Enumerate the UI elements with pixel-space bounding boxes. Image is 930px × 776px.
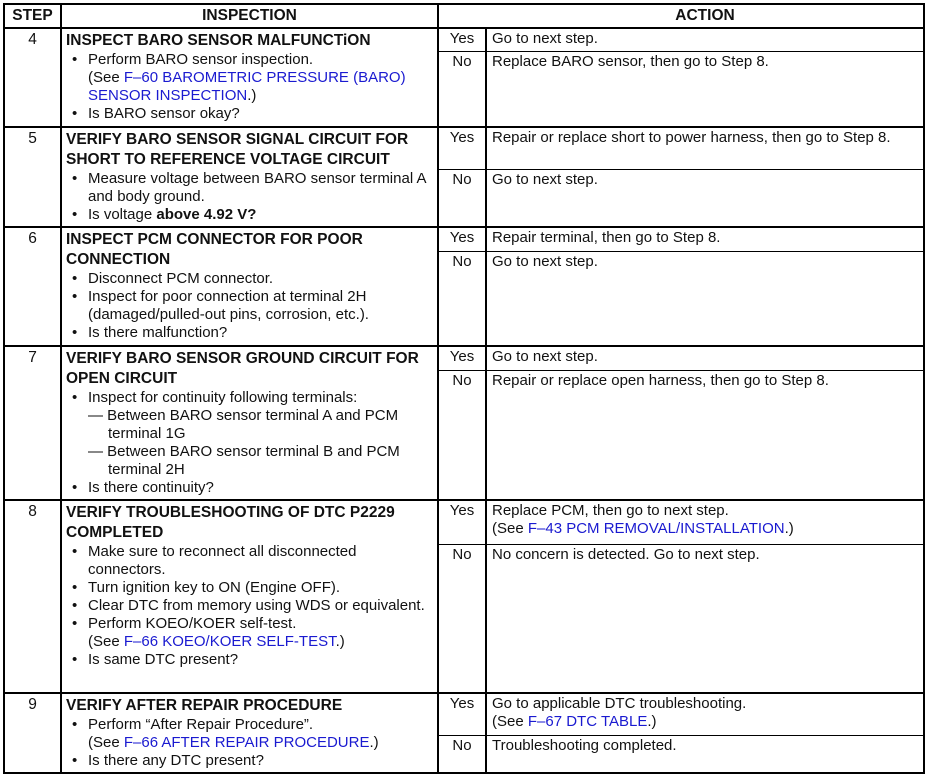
inspection-bullet: • Is same DTC present? [88,651,433,669]
yes-action: Replace PCM, then go to next step. (See F–43 PCM REMOVAL/INSTALLATION.) [492,502,794,537]
no-action: Go to next step. [492,253,598,270]
yes-row [439,128,923,169]
no-action: Repair or replace open harness, then go to Step 8. [492,372,829,389]
yes-label: Yes [439,501,487,544]
header-inspection: INSPECTION [62,5,439,27]
inspection-bullet: • Is voltage above 4.92 V? [88,206,433,224]
yes-row [439,347,923,370]
no-row [439,251,923,345]
header-action: ACTION [675,7,735,24]
inspection-cell [62,501,439,692]
step-number: 7 [5,347,62,499]
inspection-bullet: • Is BARO sensor okay? [88,105,433,123]
no-label: No [439,170,487,226]
inspection-bullet: • Measure voltage between BARO sensor terminal A and body ground. [88,170,433,206]
inspection-bullet: • Clear DTC from memory using WDS or equivalent. [88,597,433,615]
reference-link[interactable]: F–67 DTC TABLE [527,713,648,730]
action-area [439,501,923,692]
step-number: 5 [5,128,62,226]
yes-row [439,228,923,251]
table-row-step-4 [5,29,923,128]
inspection-bullet: • Perform “After Repair Procedure”. (See F–66 AFTER REPAIR PROCEDURE.) [88,716,433,752]
table-row-step-6 [5,228,923,347]
inspection-title: VERIFY AFTER REPAIR PROCEDURE [66,697,343,714]
table-row-step-5 [5,128,923,228]
inspection-cell [62,228,439,345]
step-number: 9 [5,694,62,772]
inspection-title: VERIFY TROUBLESHOOTING OF DTC P2229 COMPLETED [66,504,395,541]
inspection-bullet: • Is there continuity? [88,479,433,497]
inspection-bullet: • Is there any DTC present? [88,752,433,770]
inspection-bullet: • Disconnect PCM connector. [88,270,433,288]
yes-label: Yes [439,29,487,51]
yes-row [439,501,923,544]
inspection-sub-item: — Between BARO sensor terminal B and PCM terminal 2H [88,443,400,478]
table-row-step-7 [5,347,923,501]
action-area [439,128,923,226]
yes-label: Yes [439,347,487,370]
header-step: STEP [5,5,62,27]
inspection-title: INSPECT BARO SENSOR MALFUNCTiON [66,32,371,49]
no-label: No [439,371,487,499]
inspection-bullet: • Turn ignition key to ON (Engine OFF). [88,579,433,597]
step-number: 8 [5,501,62,692]
yes-action: Repair terminal, then go to Step 8. [492,229,721,246]
action-area [439,228,923,345]
no-action: Replace BARO sensor, then go to Step 8. [492,53,769,70]
yes-action: Go to applicable DTC troubleshooting. (See F–67 DTC TABLE.) [492,695,747,730]
yes-label: Yes [439,228,487,251]
no-label: No [439,252,487,345]
yes-action: Repair or replace short to power harness, then go to Step 8. [492,129,891,146]
inspection-bullet: • Perform KOEO/KOER self-test. (See F–66 KOEO/KOER SELF-TEST.) [88,615,433,651]
no-row [439,544,923,692]
inspection-cell [62,128,439,226]
inspection-title: VERIFY BARO SENSOR GROUND CIRCUIT FOR OPEN CIRCUIT [66,350,419,387]
table-row-step-8 [5,501,923,694]
no-action: Troubleshooting completed. [492,737,677,754]
action-area [439,694,923,772]
yes-action: Go to next step. [492,348,598,365]
action-area [439,347,923,499]
inspection-cell [62,347,439,499]
no-row [439,169,923,226]
inspection-bullet: • Inspect for continuity following terminals: — Between BARO sensor terminal A and PCM terminal 1G — Between BARO sensor terminal B and PCM terminal 2H [88,389,433,479]
inspection-bullet: • Make sure to reconnect all disconnected connectors. [88,543,433,579]
troubleshooting-table [3,3,925,774]
inspection-sub-item: — Between BARO sensor terminal A and PCM terminal 1G [88,407,399,442]
inspection-cell [62,694,439,772]
reference-link[interactable]: F–43 PCM REMOVAL/INSTALLATION [527,520,785,537]
inspection-title: VERIFY BARO SENSOR SIGNAL CIRCUIT FOR SHORT TO REFERENCE VOLTAGE CIRCUIT [66,131,409,168]
yes-action: Go to next step. [492,30,598,47]
inspection-bullet: • Is there malfunction? [88,324,433,342]
no-row [439,735,923,772]
reference-link[interactable]: F–66 AFTER REPAIR PROCEDURE [123,734,370,751]
no-label: No [439,736,487,772]
table-header [5,5,923,29]
action-area [439,29,923,126]
no-action: No concern is detected. Go to next step. [492,546,760,563]
no-label: No [439,545,487,692]
inspection-title: INSPECT PCM CONNECTOR FOR POOR CONNECTION [66,231,363,268]
no-row [439,51,923,126]
inspection-bullet: • Inspect for poor connection at terminal 2H (damaged/pulled-out pins, corrosion, etc.). [88,288,433,324]
reference-link[interactable]: F–60 BAROMETRIC PRESSURE (BARO) SENSOR INSPECTION [88,69,406,104]
yes-row [439,29,923,51]
no-action: Go to next step. [492,171,598,188]
step-number: 6 [5,228,62,345]
no-label: No [439,52,487,126]
no-row [439,370,923,499]
table-row-step-9 [5,694,923,772]
yes-row [439,694,923,735]
yes-label: Yes [439,128,487,169]
inspection-cell [62,29,439,126]
inspection-bullet: • Perform BARO sensor inspection. (See F–60 BAROMETRIC PRESSURE (BARO) SENSOR INSPECTION.) [88,51,433,105]
step-number: 4 [5,29,62,126]
yes-label: Yes [439,694,487,735]
reference-link[interactable]: F–66 KOEO/KOER SELF-TEST [123,633,336,650]
